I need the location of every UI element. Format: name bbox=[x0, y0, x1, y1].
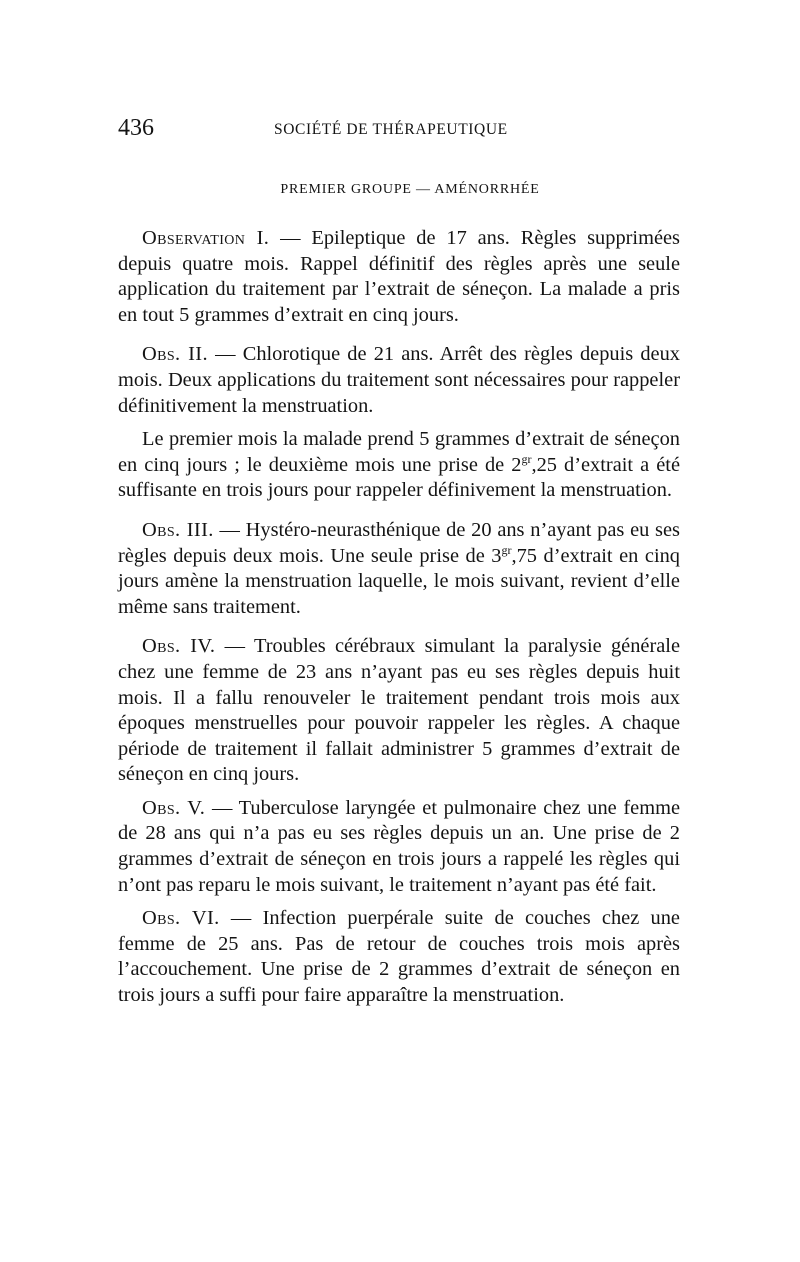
observation-text: Le premier mois la malade prend 5 grammes d’extrait de séneçon en cinq jours ; le deuxième mois une prise de 2 bbox=[118, 428, 680, 476]
gram-unit: gr bbox=[521, 451, 532, 466]
section-title: PREMIER GROUPE — AMÉNORRHÉE bbox=[280, 182, 540, 197]
observation-2 bbox=[118, 342, 680, 419]
observation-label: Observation I. bbox=[142, 227, 270, 249]
observation-5 bbox=[118, 796, 680, 898]
running-head bbox=[118, 114, 680, 144]
observation-label: Obs. IV. bbox=[142, 635, 216, 658]
observation-label: Obs. II. bbox=[142, 343, 208, 366]
observation-text: — Troubles cérébraux simulant la paralysie générale chez une femme de 23 ans n’ayant pas eu ses règles depuis huit mois. Il a fallu renouveler le traitement pendant trois mois aux époques menstruelles pour pouvoir rappeler les règles. A chaque période de traitement il fallait administrer 5 grammes d’extrait de séneçon en cinq jours. bbox=[118, 635, 680, 786]
observation-label: Obs. VI. bbox=[142, 907, 220, 930]
observation-4 bbox=[118, 634, 680, 788]
observation-text: — Chlorotique de 21 ans. Arrêt des règles depuis deux mois. Deux applications du traitement sont nécessaires pour rappeler définitivement la menstruation. bbox=[118, 343, 680, 417]
page-number: 436 bbox=[118, 115, 154, 141]
observation-label: Obs. V. bbox=[142, 796, 206, 819]
observation-text: — Epileptique de 17 ans. Règles supprimées depuis quatre mois. Rappel définitif des règles après une seule application du traitement par l’extrait de séneçon. La malade a pris en tout 5 grammes d’extrait en cinq jours. bbox=[118, 227, 680, 326]
observation-text: — Tuberculose laryngée et pulmonaire chez une femme de 28 ans qui n’a pas eu ses règles depuis un an. Une prise de 2 grammes d’extrait de séneçon en trois jours a rappelé les règles qui n’ont pas reparu le mois suivant, le traitement n’ayant pas été fait. bbox=[118, 796, 680, 896]
observation-text: — Infection puerpérale suite de couches chez une femme de 25 ans. Pas de retour de couches trois mois après l’accouchement. Une prise de 2 grammes d’extrait de séneçon en trois jours a suffi pour faire apparaître la menstruation. bbox=[118, 907, 680, 1007]
observation-6 bbox=[118, 906, 680, 1008]
body-text bbox=[118, 226, 680, 1023]
observation-text: — Hystéro-neurasthénique de 20 ans n’ayant pas eu ses règles depuis deux mois. Une seule prise de 3 bbox=[118, 518, 680, 567]
observation-text: ,75 d’extrait en cinq jours amène la menstruation laquelle, le mois suivant, revient d’elle même sans traitement. bbox=[118, 544, 680, 618]
journal-title: SOCIÉTÉ DE THÉRAPEUTIQUE bbox=[274, 121, 508, 138]
observation-1 bbox=[118, 226, 680, 328]
observation-3 bbox=[118, 518, 680, 620]
observation-text: ,25 d’extrait a été suffisante en trois jours pour rappeler définivement la menstruation. bbox=[118, 453, 680, 502]
observation-label: Obs. III. bbox=[142, 518, 214, 541]
gram-unit: gr bbox=[501, 542, 512, 557]
observation-2-continued bbox=[118, 427, 680, 504]
